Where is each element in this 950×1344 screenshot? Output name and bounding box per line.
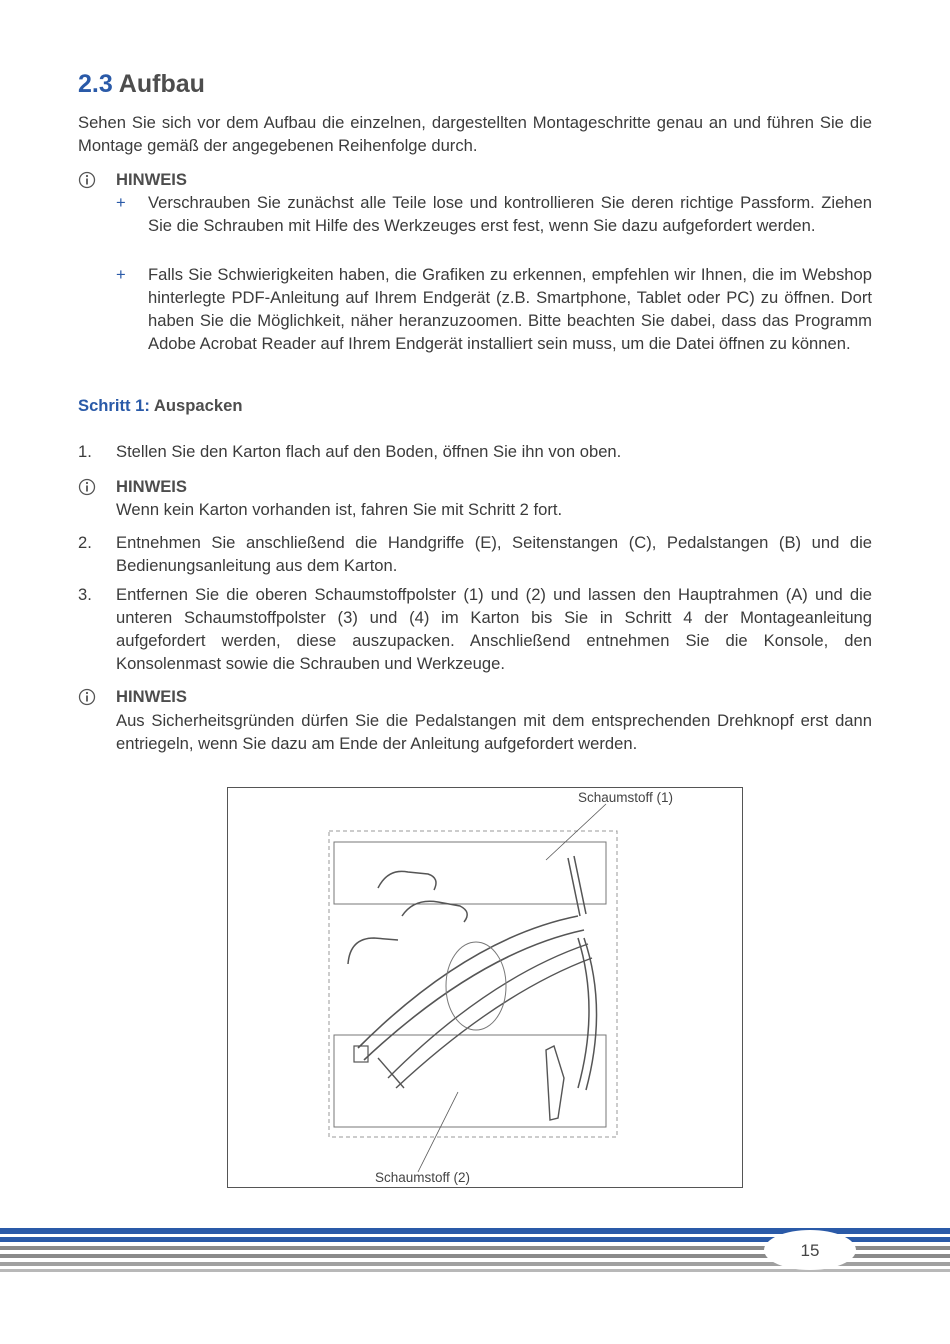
rear-cap (354, 1046, 368, 1062)
section-heading (78, 70, 205, 99)
list-item-number: 1. (78, 442, 92, 461)
step-title (78, 396, 242, 416)
pedal (546, 1046, 564, 1120)
note-3-label: HINWEIS (116, 687, 187, 706)
foam-block-2 (334, 1035, 606, 1127)
callout-foam-2: Schaumstoff (2) (375, 1170, 471, 1185)
info-icon (78, 478, 96, 501)
step-prefix: Schritt 1: (78, 396, 150, 415)
note-1-bullet (116, 191, 872, 261)
plus-icon: + (116, 265, 126, 284)
note-1-label: HINWEIS (116, 170, 187, 189)
list-item-number: 3. (78, 585, 92, 604)
note-1-bullet-text: Falls Sie Schwierigkeiten haben, die Grafiken zu erkennen, empfehlen wir Ihnen, die im Webshop hinterlegte PDF-Anleitung auf Ihrem Endgerät (z.B. Smartphone, Tablet oder PC) zu öffnen. Dort haben Sie die Möglichkeit, näher heranzuzoomen. Bitte beachten Sie dabei, dass das Programm Adobe Acrobat Reader auf Ihrem Endgerät installiert sein muss, um die Datei öffnen zu können. (148, 265, 872, 353)
frame-rail-4 (396, 958, 592, 1088)
list-item-number: 2. (78, 533, 92, 552)
callout-1-leader (546, 804, 606, 860)
post-1 (568, 858, 580, 916)
list-item-text: Entnehmen Sie anschließend die Handgriffe (E), Seitenstangen (C), Pedalstangen (B) und die Bedienungsanleitung aus dem Karton. (116, 533, 872, 575)
note-1-bullet-text: Verschrauben Sie zunächst alle Teile lose und kontrollieren Sie deren richtige Passform. Ziehen Sie die Schrauben mit Hilfe des Werkzeuges erst fest, wenn Sie dazu aufgefordert werden. (148, 193, 872, 235)
note-1-bullet (116, 263, 872, 378)
intro-paragraph: Sehen Sie sich vor dem Aufbau die einzelnen, dargestellten Montageschritte genau an und führen Sie die Montage gemäß der angegebenen Reihenfolge durch. (78, 113, 872, 155)
post-2 (574, 856, 586, 914)
list-item-text: Entfernen Sie die oberen Schaumstoffpolster (1) und (2) und lassen den Hauptrahmen (A) und die unteren Schaumstoffpolster (3) und (4) im Karton bis Sie in Schritt 4 der Montageanleitung aufgefordert werden, diese auszupacken. Anschließend entnehmen Sie die Konsole, den Konsolenmast sowie die Schrauben und Werkzeuge. (116, 585, 872, 673)
box-outline (329, 831, 617, 1137)
section-number: 2.3 (78, 70, 113, 98)
unpacking-figure (227, 787, 743, 1188)
rear-bar (378, 1058, 404, 1088)
page-number: 15 (800, 1241, 820, 1260)
unpacking-illustration (228, 788, 741, 1186)
handle-3 (348, 938, 398, 964)
note-2-text: Wenn kein Karton vorhanden ist, fahren Sie mit Schritt 2 fort. (116, 500, 563, 519)
callout-2-leader (418, 1092, 458, 1172)
info-icon (78, 688, 96, 711)
foam-block-1 (334, 842, 606, 904)
handle-1 (378, 871, 436, 890)
info-icon (78, 171, 96, 194)
note-3-text: Aus Sicherheitsgründen dürfen Sie die Pedalstangen mit dem entsprechenden Drehknopf erst dann entriegeln, wenn Sie dazu am Ende der Anleitung aufgefordert werden. (116, 711, 872, 753)
section-title: Aufbau (118, 70, 205, 98)
list-item-text: Stellen Sie den Karton flach auf den Boden, öffnen Sie ihn von oben. (116, 442, 622, 461)
callout-foam-1: Schaumstoff (1) (578, 790, 674, 805)
step-name: Auspacken (153, 396, 243, 415)
note-2-label: HINWEIS (116, 477, 187, 496)
frame-rail-2 (364, 930, 584, 1060)
plus-icon: + (116, 193, 126, 212)
